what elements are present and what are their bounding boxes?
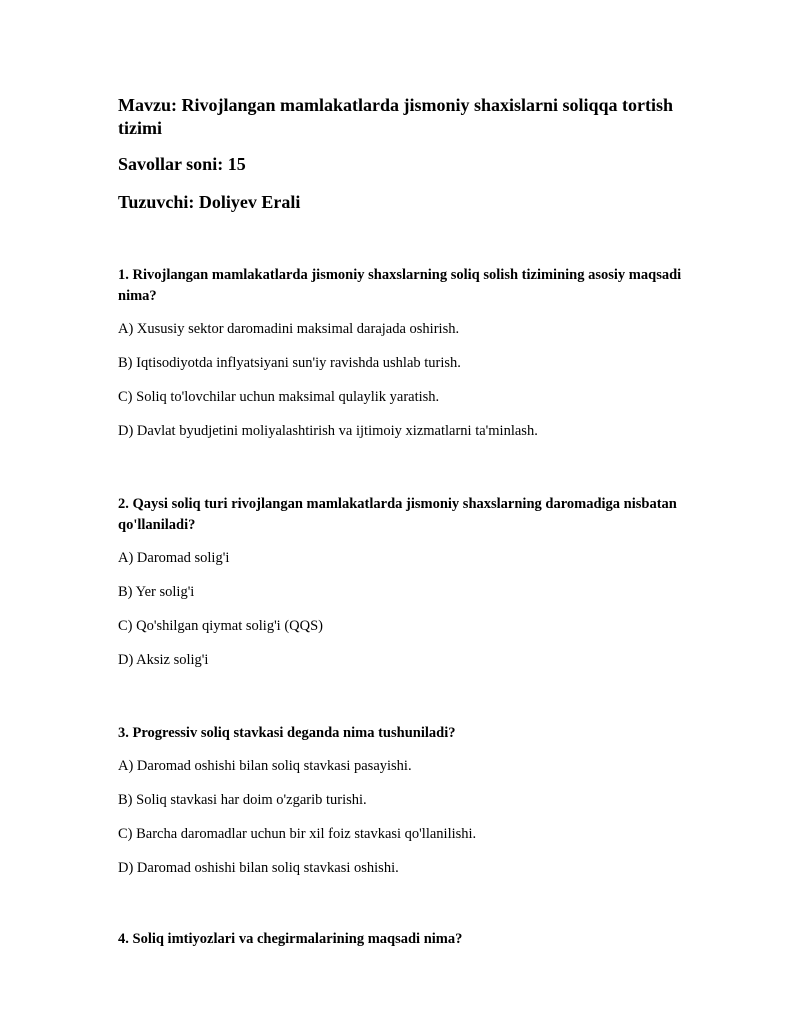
option-c: C) Soliq to'lovchilar uchun maksimal qulaylik yaratish. xyxy=(118,389,440,405)
option-c: C) Qo'shilgan qiymat solig'i (QQS) xyxy=(118,618,323,634)
document-page xyxy=(118,94,698,950)
question-1 xyxy=(118,265,698,440)
question-3 xyxy=(118,723,698,877)
question-2 xyxy=(118,494,698,669)
question-text: 1. Rivojlangan mamlakatlarda jismoniy shaxslarning soliq solish tizimining asosiy maqsadi nima? xyxy=(118,267,682,304)
question-4 xyxy=(118,929,698,950)
question-text: 4. Soliq imtiyozlari va chegirmalarining maqsadi nima? xyxy=(118,931,463,947)
option-b: B) Yer solig'i xyxy=(118,584,195,600)
option-a: A) Xususiy sektor daromadini maksimal darajada oshirish. xyxy=(118,321,460,337)
option-a: A) Daromad solig'i xyxy=(118,550,230,566)
option-b: B) Soliq stavkasi har doim o'zgarib turishi. xyxy=(118,792,367,808)
option-b: B) Iqtisodiyotda inflyatsiyani sun'iy ravishda ushlab turish. xyxy=(118,355,461,371)
option-c: C) Barcha daromadlar uchun bir xil foiz stavkasi qo'llanilishi. xyxy=(118,826,477,842)
option-d: D) Davlat byudjetini moliyalashtirish va ijtimoiy xizmatlarni ta'minlash. xyxy=(118,423,538,439)
option-d: D) Aksiz solig'i xyxy=(118,652,209,668)
option-d: D) Daromad oshishi bilan soliq stavkasi oshishi. xyxy=(118,860,399,876)
question-text: 2. Qaysi soliq turi rivojlangan mamlakatlarda jismoniy shaxslarning daromadiga nisbatan qo'llaniladi? xyxy=(118,496,677,533)
question-count: Savollar soni: 15 xyxy=(118,154,246,174)
option-a: A) Daromad oshishi bilan soliq stavkasi pasayishi. xyxy=(118,758,412,774)
question-text: 3. Progressiv soliq stavkasi deganda nima tushuniladi? xyxy=(118,725,456,741)
document-title: Mavzu: Rivojlangan mamlakatlarda jismoniy shaxislarni soliqqa tortish tizimi xyxy=(118,95,674,138)
author-line: Tuzuvchi: Doliyev Erali xyxy=(118,192,301,212)
